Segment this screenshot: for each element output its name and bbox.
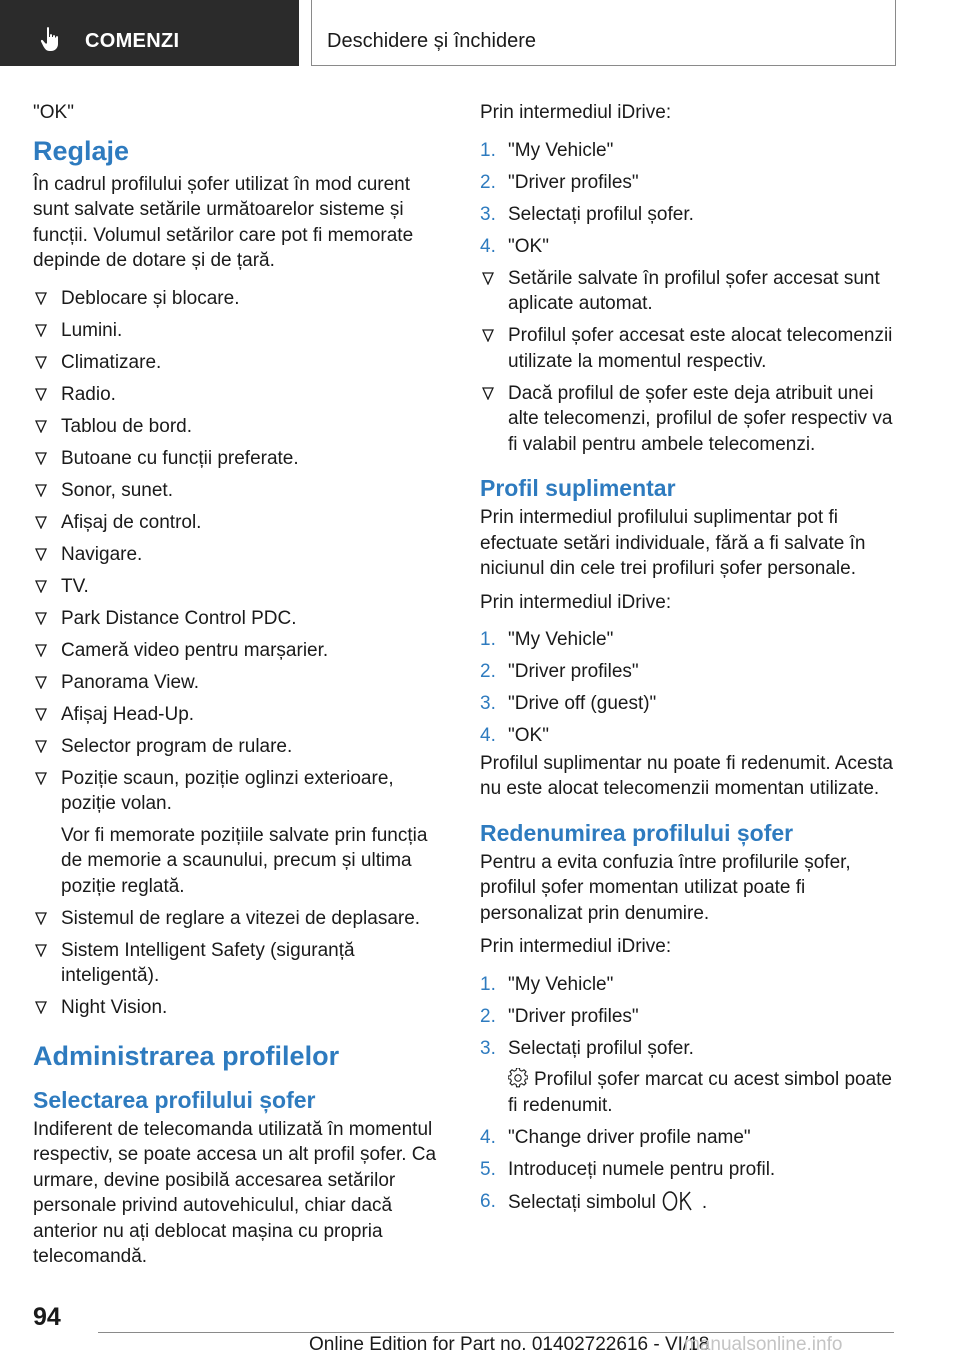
triangle-bullet-icon — [35, 1001, 47, 1014]
steps-list-1 — [480, 138, 900, 260]
triangle-bullet-icon — [35, 356, 47, 369]
rename-symbol-note: Profilul șofer marcat cu acest simbol poate fi redenumit. — [508, 1069, 892, 1116]
reglaje-heading: Reglaje — [33, 135, 130, 166]
guest-profile-heading: Profil suplimentar — [480, 475, 676, 501]
guest-note-paragraph: Profilul suplimentar nu poate fi redenumit. Acesta nu este alocat telecomenzii momentan utilizate. — [480, 752, 893, 799]
ok-symbol-icon — [660, 1189, 698, 1213]
idrive-intro-1: Prin intermediul iDrive: — [480, 102, 672, 123]
triangle-bullet-icon — [35, 324, 47, 337]
list-item: 3. Selectați profilul șofer. Profilul șofer marcat cu acest simbol poate fi redenumit. — [480, 1036, 900, 1119]
list-item: 2. "Driver profiles" — [480, 1005, 639, 1027]
idrive-intro-2: Prin intermediul iDrive: — [480, 591, 672, 613]
list-item: 1. "My Vehicle" — [480, 629, 614, 650]
list-item: Sonor, sunet. — [33, 478, 448, 504]
guest-profile-paragraph: Prin intermediul profilului suplimentar pot fi efectuate setări individuale, fără a fi salvate în niciunul din cele trei profiluri șofer personale. — [480, 507, 866, 579]
triangle-bullet-icon — [35, 772, 47, 785]
profile-effects-list — [480, 266, 900, 458]
list-item: Profilul șofer accesat este alocat telecomenzii utilizate la momentul respectiv. — [480, 323, 900, 374]
triangle-bullet-icon — [35, 292, 47, 305]
seat-memory-note: Vor fi memorate pozițiile salvate prin funcția de memorie a scaunului, precum și ultima poziție reglată. — [61, 824, 428, 897]
page-footer — [0, 1290, 960, 1362]
list-item: Navigare. — [33, 542, 448, 568]
list-item: Sistemul de reglare a vitezei de deplasare. — [33, 906, 448, 932]
list-item: Cameră video pentru marșarier. — [33, 638, 448, 664]
triangle-bullet-icon — [35, 484, 47, 497]
list-item: Lumini. — [33, 318, 448, 344]
list-item: Night Vision. — [33, 995, 448, 1021]
right-column — [480, 100, 900, 1222]
edition-text: Online Edition for Part no. 01402722616 - VI/18 — [309, 1334, 710, 1355]
settings-list — [33, 286, 448, 1021]
list-item: Dacă profilul de șofer este deja atribuit unei alte telecomenzi, profilul de șofer respectiv va fi valabil pentru ambele telecomenzi. — [480, 381, 900, 458]
steps-list-2 — [480, 627, 900, 749]
page-number: 94 — [33, 1303, 61, 1331]
list-item: 6. Selectați simbolul . — [480, 1190, 708, 1213]
list-item: 3. "Drive off (guest)" — [480, 693, 657, 714]
list-item: 3. Selectați profilul șofer. — [480, 203, 694, 225]
list-item: Radio. — [33, 382, 448, 408]
triangle-bullet-icon — [35, 452, 47, 465]
triangle-bullet-icon — [35, 612, 47, 625]
footer-divider — [98, 1332, 894, 1333]
gear-icon — [508, 1068, 528, 1088]
list-item: Afișaj Head-Up. — [33, 702, 448, 728]
list-item: Butoane cu funcții preferate. — [33, 446, 448, 472]
watermark-text: manualsonline.info — [684, 1334, 843, 1355]
reglaje-paragraph: În cadrul profilului șofer utilizat în mod curent sunt salvate setările următoarelor sisteme și funcții. Volumul setărilor care pot fi memorate depinde de dotare și de țară. — [33, 173, 414, 271]
page-header — [0, 0, 960, 66]
list-item: TV. — [33, 574, 448, 600]
triangle-bullet-icon — [35, 420, 47, 433]
list-item: 1. "My Vehicle" — [480, 973, 614, 995]
triangle-bullet-icon — [35, 740, 47, 753]
triangle-bullet-icon — [35, 388, 47, 401]
select-profile-paragraph: Indiferent de telecomanda utilizată în momentul respectiv, se poate accesa un alt profil șofer. Ca urmare, devine posibilă accesarea setărilor personale privind autovehiculul, chiar dacă anterior nu ați deblocat mașina cu propria telecomandă. — [33, 1118, 437, 1267]
left-column — [33, 100, 448, 1278]
list-item: 5. Introduceți numele pentru profil. — [480, 1158, 776, 1180]
triangle-bullet-icon — [35, 676, 47, 689]
triangle-bullet-icon — [35, 644, 47, 657]
triangle-bullet-icon — [35, 548, 47, 561]
triangle-bullet-icon — [35, 944, 47, 957]
list-item: 1. "My Vehicle" — [480, 139, 614, 161]
list-item: 4. "OK" — [480, 725, 549, 746]
intro-ok-text: "OK" — [33, 102, 74, 123]
list-item: 2. "Driver profiles" — [480, 661, 639, 682]
steps-list-3 — [480, 972, 900, 1216]
list-item: 4. "OK" — [480, 235, 549, 257]
section-tab-label: COMENZI — [85, 30, 180, 52]
list-item: Selector program de rulare. — [33, 734, 448, 760]
hand-pointer-icon — [40, 26, 64, 52]
triangle-bullet-icon — [35, 912, 47, 925]
triangle-bullet-icon — [35, 580, 47, 593]
triangle-bullet-icon — [482, 272, 494, 285]
admin-heading: Administrarea profilelor — [33, 1040, 340, 1071]
list-item: Park Distance Control PDC. — [33, 606, 448, 632]
triangle-bullet-icon — [482, 387, 494, 400]
select-profile-heading: Selectarea profilului șofer — [33, 1086, 316, 1113]
triangle-bullet-icon — [482, 329, 494, 342]
idrive-intro-3: Prin intermediul iDrive: — [480, 936, 672, 957]
list-item: Poziție scaun, poziție oglinzi exterioare, poziție volan. Vor fi memorate pozițiile salvate prin funcția de memorie a scaunului, precum și ultima poziție reglată. — [33, 766, 448, 900]
rename-profile-paragraph: Pentru a evita confuzia între profilurile șofer, profilul șofer momentan utilizat poate fi personalizat prin denumire. — [480, 851, 851, 924]
list-item: Deblocare și blocare. — [33, 286, 448, 312]
list-item: Climatizare. — [33, 350, 448, 376]
list-item: 2. "Driver profiles" — [480, 171, 639, 193]
chapter-tab — [311, 0, 896, 66]
triangle-bullet-icon — [35, 516, 47, 529]
list-item: 4. "Change driver profile name" — [480, 1126, 751, 1148]
section-tab — [0, 0, 299, 66]
rename-profile-heading: Redenumirea profilului șofer — [480, 819, 794, 846]
list-item: Afișaj de control. — [33, 510, 448, 536]
list-item: Sistem Intelligent Safety (siguranță inteligentă). — [33, 938, 448, 989]
chapter-title: Deschidere și închidere — [327, 30, 536, 52]
triangle-bullet-icon — [35, 708, 47, 721]
list-item: Panorama View. — [33, 670, 448, 696]
list-item: Setările salvate în profilul șofer accesat sunt aplicate automat. — [480, 266, 900, 317]
list-item: Tablou de bord. — [33, 414, 448, 440]
